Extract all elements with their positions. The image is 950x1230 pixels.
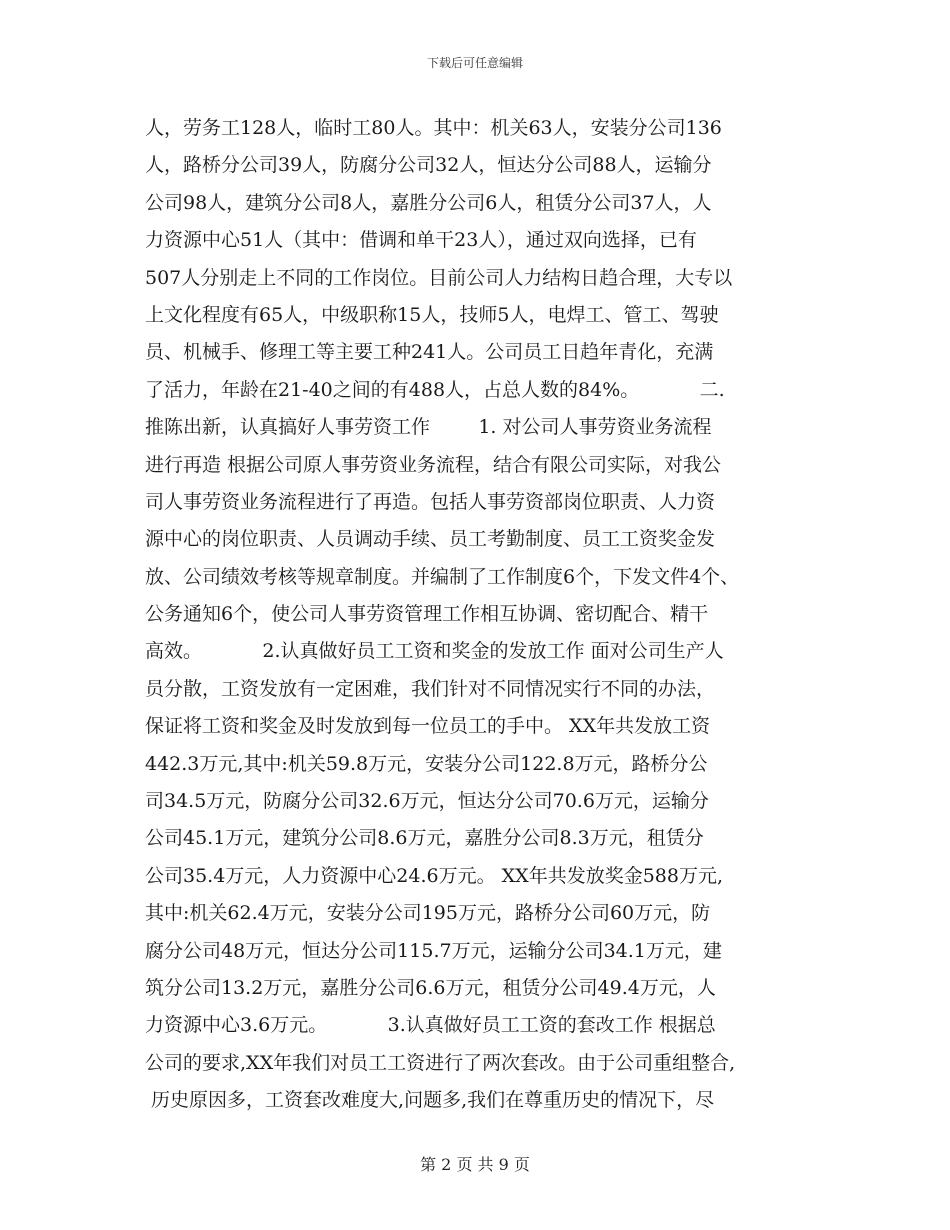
text-line: 司34.5万元，防腐分公司32.6万元，恒达分公司70.6万元，运输分 [145, 790, 709, 813]
text-line: 进行再造 根据公司原人事劳资业务流程，结合有限公司实际，对我公 [145, 453, 722, 476]
text-line: 司人事劳资业务流程进行了再造。包括人事劳资部岗位职责、人力资 [145, 490, 716, 513]
text-line: 员分散，工资发放有一定困难，我们针对不同情况实行不同的办法， [145, 677, 716, 700]
text-line: 保证将工资和奖金及时发放到每一位员工的手中。 XX年共发放工资 [145, 715, 711, 738]
text-line: 公务通知6个，使公司人事劳资管理工作相互协调、密切配合、精干 [145, 603, 709, 626]
text-line: 力资源中心3.6万元。 3.认真做好员工工资的套改工作 根据总 [145, 1014, 716, 1037]
page-footer: 第 2 页 共 9 页 [420, 1155, 530, 1174]
text-line: 507人分别走上不同的工作岗位。目前公司人力结构日趋合理，大专以 [145, 266, 733, 289]
text-line: 力资源中心51人（其中：借调和单干23人），通过双向选择，已有 [145, 229, 697, 252]
text-line: 公司35.4万元，人力资源中心24.6万元。 XX年共发放奖金588万元, [145, 864, 724, 887]
text-line: 筑分公司13.2万元，嘉胜分公司6.6万元，租赁分公司49.4万元，人 [145, 976, 716, 999]
text-line: 腐分公司48万元，恒达分公司115.7万元，运输分公司34.1万元，建 [145, 939, 722, 962]
text-line: 上文化程度有65人，中级职称15人，技师5人，电焊工、管工、驾驶 [145, 303, 719, 326]
text-line: 公司45.1万元，建筑分公司8.6万元，嘉胜分公司8.3万元，租赁分 [145, 827, 704, 850]
text-line: 公司的要求,XX年我们对员工工资进行了两次套改。由于公司重组整合, [145, 1051, 736, 1074]
document-body [145, 110, 825, 1120]
page-header: 下载后可任意编辑 [426, 56, 523, 70]
text-line: 其中:机关62.4万元，安装分公司195万元，路桥分公司60万元，防 [145, 902, 711, 925]
text-line: 公司98人，建筑分公司8人，嘉胜分公司6人，租赁分公司37人，人 [145, 191, 712, 214]
text-line: 源中心的岗位职责、人员调动手续、员工考勤制度、员工工资奖金发 [145, 528, 716, 551]
text-line: 放、公司绩效考核等规章制度。并编制了工作制度6个，下发文件4个、 [145, 565, 740, 588]
text-line: 了活力，年龄在21-40之间的有488人，占总人数的84%。 二. [145, 378, 725, 401]
text-line: 员、机械手、修理工等主要工种241人。公司员工日趋年青化，充满 [145, 341, 714, 364]
text-line: 历史原因多，工资套改难度大,问题多,我们在尊重历史的情况下，尽 [145, 1089, 715, 1112]
text-line: 人，路桥分公司39人，防腐分公司32人，恒达分公司88人，运输分 [145, 154, 712, 177]
text-line: 推陈出新，认真搞好人事劳资工作 1. 对公司人事劳资业务流程 [145, 416, 712, 439]
text-line: 高效。 2.认真做好员工工资和奖金的发放工作 面对公司生产人 [145, 640, 724, 663]
text-line: 442.3万元,其中:机关59.8万元，安装分公司122.8万元，路桥分公 [145, 752, 708, 775]
text-line: 人，劳务工128人，临时工80人。其中：机关63人，安装分公司136 [145, 117, 722, 139]
